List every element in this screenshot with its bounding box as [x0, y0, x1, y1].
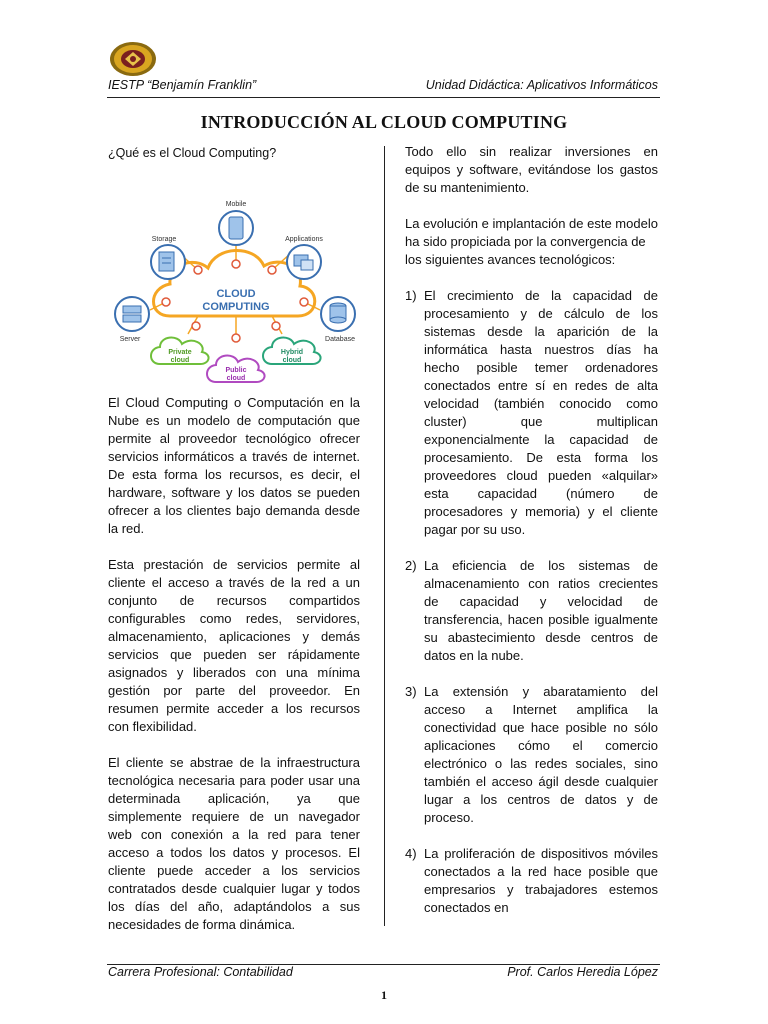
mobile-icon	[219, 211, 253, 245]
list-item-text: La eficiencia de los sistemas de almacenamiento con ratios crecientes de capacidad y velocidad de transferencia, hacen posible igualmente su abastecimiento desde centros de datos en la nube.	[424, 558, 658, 663]
diagram-svg	[108, 166, 360, 388]
private-cloud-label-line1: Private	[168, 349, 192, 356]
list-item-number: 3)	[405, 684, 417, 699]
storage-icon	[151, 245, 185, 279]
cloud-computing-diagram	[108, 166, 360, 388]
node-label-database: Database	[325, 336, 355, 343]
footer-professor: Prof. Carlos Heredia López	[507, 965, 658, 979]
server-icon	[115, 297, 149, 331]
list-item	[405, 287, 658, 539]
column-divider	[384, 146, 385, 926]
paragraph-client: El cliente se abstrae de la infraestructura tecnológica necesaria para poder usar una determinada aplicación, ya que simplemente requiere de un navegador web con conexión a la red para tener acceso a todos los datos y procesos. El cliente puede acceder a los servicios contratados desde cualquier lugar y todos los días del año, adaptándolos a sus necesidades de forma dinámica.	[108, 755, 360, 932]
list-item-text: La proliferación de dispositivos móviles conectados a la red hace posible que empresarios y trabajadores estemos conectados en	[424, 846, 658, 915]
right-column	[405, 143, 658, 935]
cloud-label-line2: COMPUTING	[202, 301, 270, 313]
list-item	[405, 683, 658, 827]
section-subheading: ¿Qué es el Cloud Computing?	[108, 146, 277, 160]
advances-list	[405, 287, 658, 917]
database-icon	[321, 297, 355, 331]
list-item-number: 2)	[405, 558, 417, 573]
list-item	[405, 845, 658, 917]
paragraph-evolution: La evolución e implantación de este modelo ha sido propiciada por la convergencia de los siguientes avances tecnológicos:	[405, 216, 658, 267]
node-label-applications: Applications	[285, 236, 323, 243]
header-institute: IESTP “Benjamín Franklin”	[108, 78, 257, 92]
private-cloud-label-line2: cloud	[170, 357, 190, 364]
applications-icon	[287, 245, 321, 279]
hybrid-cloud-label-line2: cloud	[282, 357, 302, 364]
list-item-number: 1)	[405, 288, 417, 303]
list-item-number: 4)	[405, 846, 417, 861]
public-cloud-label-line2: cloud	[226, 375, 246, 382]
header-unit: Unidad Didáctica: Aplicativos Informáticos	[425, 78, 658, 92]
list-item-text: La extensión y abaratamiento del acceso a Internet amplifica la conectividad que hace posible no sólo aplicaciones cómo el comercio electrónico o las redes sociales, sino también el acceso ágil desde cualquier lugar a los centros de datos y de proceso.	[424, 684, 658, 825]
public-cloud-label-line1: Public	[225, 367, 247, 374]
paragraph-investment: Todo ello sin realizar inversiones en equipos y software, evitándose los gastos de su mantenimiento.	[405, 144, 658, 195]
page-title: INTRODUCCIÓN AL CLOUD COMPUTING	[200, 112, 568, 132]
paragraph-services: Esta prestación de servicios permite al cliente el acceso a través de la red a un conjunto de recursos compartidos configurables como redes, servidores, almacenamiento, aplicaciones y demás servicios que pueden ser rápidamente asignados y liberados con una mínima gestión por parte del proveedor. En resumen permite acceder a los recursos con flexibilidad.	[108, 557, 360, 734]
node-label-mobile: Mobile	[225, 201, 247, 208]
node-label-server: Server	[119, 336, 141, 343]
cloud-label-line1: CLOUD	[216, 288, 256, 300]
footer-career: Carrera Profesional: Contabilidad	[108, 965, 293, 979]
institute-logo	[108, 40, 158, 78]
page-number: 1	[381, 988, 387, 1002]
list-item-text: El crecimiento de la capacidad de procesamiento y de cálculo de los sistemas desde la aparición de la informática hasta nuestros días ha hecho posible temer ordenadores conectados entre sí en redes de alta velocidad (también conocido como cluster) que multiplican exponencialmente la capacidad de procesamiento. De esta forma los proveedores cloud pueden «alquilar» esta capacidad (número de procesadores y memoria) y el cliente pagar por su uso.	[424, 288, 658, 537]
paragraph-definition: El Cloud Computing o Computación en la Nube es un modelo de computación que permite al proveedor tecnológico ofrecer servicios informáticos a través de internet. De esta forma los recursos, es decir, el hardware, software y los datos se pueden ofrecer a los clientes bajo demanda desde la red.	[108, 395, 360, 536]
left-column	[108, 146, 360, 952]
list-item	[405, 557, 658, 665]
header-divider	[107, 97, 660, 98]
hybrid-cloud-label-line1: Hybrid	[280, 349, 304, 356]
node-label-storage: Storage	[151, 236, 177, 243]
